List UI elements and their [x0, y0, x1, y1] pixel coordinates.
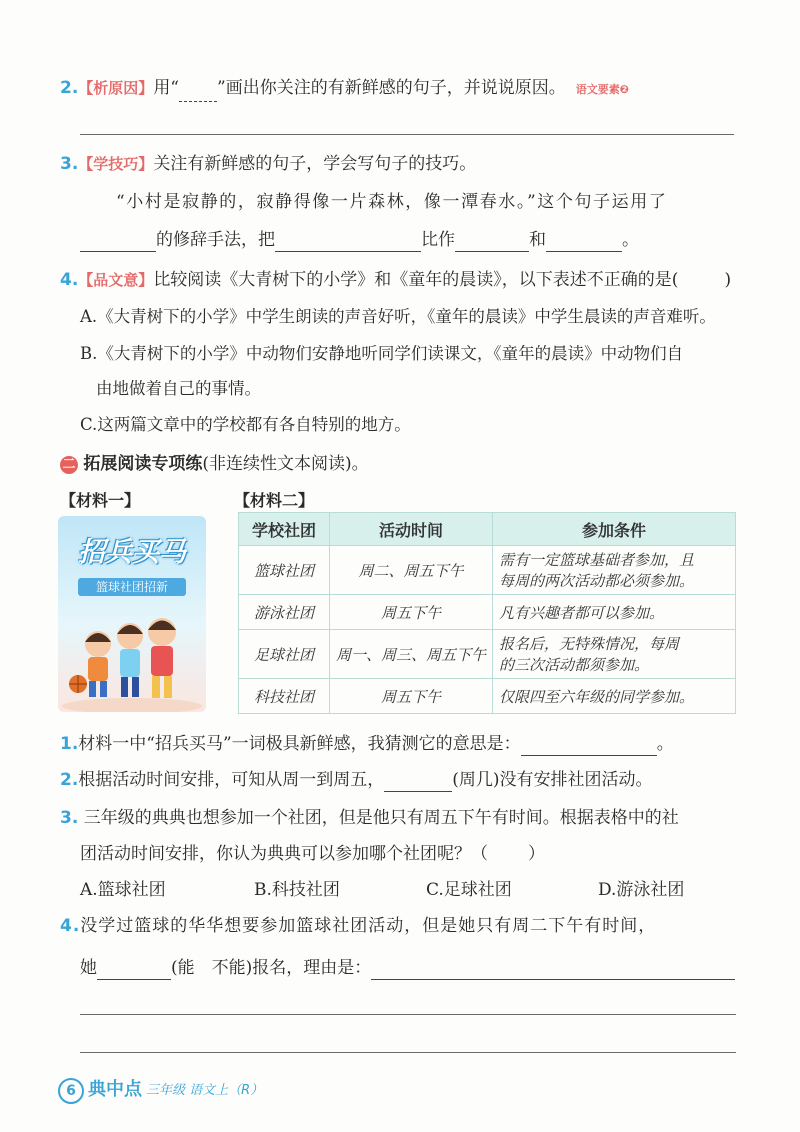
e4-answer-line-2[interactable] [80, 1052, 736, 1053]
question-3 [60, 152, 476, 176]
q3-quote: “小村是寂静的，寂静得像一片森林，像一潭春水。”这个句子运用了 [116, 192, 668, 212]
section-subtitle: (非连续性文本阅读)。 [202, 454, 369, 474]
row-time: 周一、周三、周五下午 [330, 630, 493, 679]
section-number-icon: 二 [60, 456, 78, 474]
table-row [239, 630, 736, 679]
poster-subtitle: 篮球社团招新 [78, 578, 186, 596]
clubs-table [238, 512, 736, 714]
row-time: 周五下午 [330, 595, 493, 630]
row-condition-line2: 的三次活动都须参加。 [499, 656, 650, 674]
row-club: 足球社团 [239, 630, 330, 679]
exercise-4-line2 [80, 956, 735, 980]
question-2 [60, 76, 629, 102]
q4-text: 比较阅读《大青树下的小学》和《童年的晨读》，以下表述不正确的是( [153, 270, 679, 290]
q2-underline-sample [179, 85, 217, 102]
e4-text-a: 她 [80, 958, 97, 978]
q3-fill-line [80, 228, 639, 252]
q3-blank-1[interactable] [80, 235, 156, 252]
material-2-label: 【材料二】 [234, 491, 315, 510]
e2-text-a: 根据活动时间安排，可知从周一到周五， [78, 770, 385, 790]
q4-number: 4. [60, 270, 79, 290]
e3-option-d: D.游泳社团 [598, 880, 685, 900]
q4-option-a: A.《大青树下的小学》中学生朗读的声音好听，《童年的晨读》中学生晨读的声音难听。 [80, 307, 716, 326]
q3-fill-d: 。 [622, 230, 639, 250]
q4-option-c: C.这两篇文章中的学校都有各自特别的地方。 [80, 415, 411, 434]
header-time: 活动时间 [330, 513, 493, 546]
q2-text-a: 用“ [153, 78, 180, 98]
q2-text-b: ”画出你关注的有新鲜感的句子，并说说原因。 [217, 78, 566, 98]
exercise-4 [60, 914, 656, 938]
q4-option-b-line1: B.《大青树下的小学》中动物们安静地听同学们读课文，《童年的晨读》中动物们自 [80, 344, 684, 363]
e2-text-b: (周几)没有安排社团活动。 [452, 770, 653, 790]
e3-option-b: B.科技社团 [254, 880, 340, 900]
e4-number: 4. [60, 916, 81, 936]
q4-tag: 【品文意】 [78, 271, 154, 289]
table-row [239, 546, 736, 595]
e3-line2: 团活动时间安排，你认为典典可以参加哪个社团呢？（ [80, 844, 488, 864]
footer-text: 三年级 语文上（R） [146, 1083, 264, 1098]
e1-number: 1. [60, 734, 79, 754]
e3-line1: 三年级的典典也想参加一个社团，但是他只有周五下午有时间。根据表格中的社 [83, 808, 679, 828]
q3-text: 关注有新鲜感的句子，学会写句子的技巧。 [153, 154, 477, 174]
exercise-3-line2 [80, 842, 545, 866]
question-4 [60, 268, 731, 292]
brand-logo: 典中点 [88, 1079, 142, 1100]
e1-blank[interactable] [521, 739, 657, 756]
row-club: 游泳社团 [239, 595, 330, 630]
q4-close: ) [724, 270, 732, 290]
material-1-label: 【材料一】 [60, 491, 141, 510]
e3-close: ） [528, 844, 545, 864]
kids-basketball-illustration [58, 602, 206, 712]
exercise-1 [60, 732, 674, 756]
table-row [239, 679, 736, 714]
table-row [239, 595, 736, 630]
page-number: 6 [58, 1078, 84, 1104]
row-condition [493, 546, 736, 595]
q2-number: 2. [60, 78, 79, 98]
row-condition: 凡有兴趣者都可以参加。 [493, 595, 736, 630]
row-time: 周五下午 [330, 679, 493, 714]
row-club: 篮球社团 [239, 546, 330, 595]
row-condition-line1: 报名后，无特殊情况，每周 [499, 635, 680, 653]
q3-tag: 【学技巧】 [78, 155, 154, 173]
q3-blank-2[interactable] [275, 235, 421, 252]
e4-reason-blank[interactable] [371, 963, 735, 980]
exercise-2 [60, 768, 653, 792]
q3-blank-4[interactable] [546, 235, 622, 252]
e4-blank[interactable] [97, 963, 171, 980]
e1-end: 。 [656, 734, 674, 754]
e3-option-a: A.篮球社团 [80, 880, 166, 900]
e4-text-b: (能 不能)报名，理由是： [171, 958, 372, 978]
q4-option-b-line2: 由地做着自己的事情。 [96, 379, 261, 398]
e4-line1: 没学过篮球的华华想要参加篮球社团活动，但是她只有周二下午有时间， [80, 916, 657, 936]
e4-answer-line-1[interactable] [80, 1014, 736, 1015]
q3-blank-3[interactable] [455, 235, 529, 252]
e1-text: 材料一中“招兵买马”一词极具新鲜感，我猜测它的意思是： [78, 734, 521, 754]
row-club: 科技社团 [239, 679, 330, 714]
table-header-row [239, 513, 736, 546]
exercise-3 [60, 806, 679, 830]
e3-option-c: C.足球社团 [426, 880, 512, 900]
q3-fill-a: 的修辞手法，把 [156, 230, 275, 250]
section-2-header [60, 452, 369, 476]
q3-fill-c: 和 [529, 230, 546, 250]
row-condition-line1: 需有一定篮球基础者参加，且 [499, 551, 695, 569]
e3-number: 3. [60, 808, 79, 828]
q2-badge: 语文要素❷ [575, 83, 630, 96]
header-condition: 参加条件 [493, 513, 736, 546]
row-condition: 仅限四至六年级的同学参加。 [493, 679, 736, 714]
poster-title: 招兵买马 [78, 537, 186, 568]
q3-fill-b: 比作 [421, 230, 455, 250]
q2-tag: 【析原因】 [78, 79, 154, 97]
row-time: 周二、周五下午 [330, 546, 493, 595]
row-condition [493, 630, 736, 679]
row-condition-line2: 每周的两次活动都必须参加。 [499, 572, 695, 590]
recruitment-poster [58, 516, 206, 712]
section-title: 拓展阅读专项练 [83, 454, 203, 474]
e2-number: 2. [60, 770, 79, 790]
e2-blank[interactable] [384, 775, 452, 792]
header-club: 学校社团 [239, 513, 330, 546]
q2-answer-line[interactable] [80, 134, 734, 135]
q3-number: 3. [60, 154, 79, 174]
